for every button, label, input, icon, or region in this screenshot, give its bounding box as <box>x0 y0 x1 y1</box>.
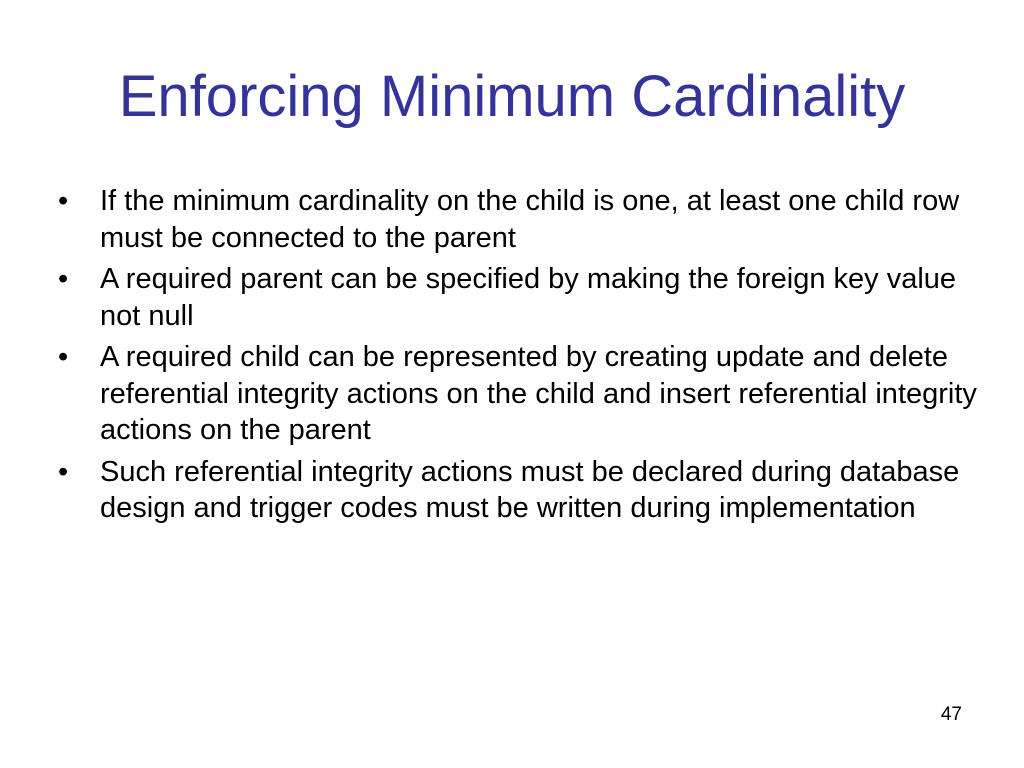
bullet-icon: • <box>58 455 69 488</box>
bullet-icon: • <box>58 341 69 373</box>
bullet-item <box>58 261 978 334</box>
slide-number: 47 <box>940 704 962 725</box>
bullet-item <box>58 454 978 527</box>
bullet-text: Such referential integrity actions must be declared during database design and trigger codes must be written during implementation <box>100 455 960 524</box>
bullet-text: A required parent can be specified by making the foreign key value not null <box>100 263 957 332</box>
bullet-text: A required child can be represented by creating update and delete referential integrity actions on the child and insert referential integrity actions on the parent <box>100 341 977 446</box>
bullet-icon: • <box>58 185 69 217</box>
bullet-icon: • <box>58 263 69 295</box>
bullet-list <box>58 183 978 532</box>
bullet-item <box>58 183 978 256</box>
bullet-item <box>58 339 978 449</box>
bullet-text: If the minimum cardinality on the child is one, at least one child row must be connected to the parent <box>100 185 960 254</box>
slide-title: Enforcing Minimum Cardinality <box>118 64 906 129</box>
